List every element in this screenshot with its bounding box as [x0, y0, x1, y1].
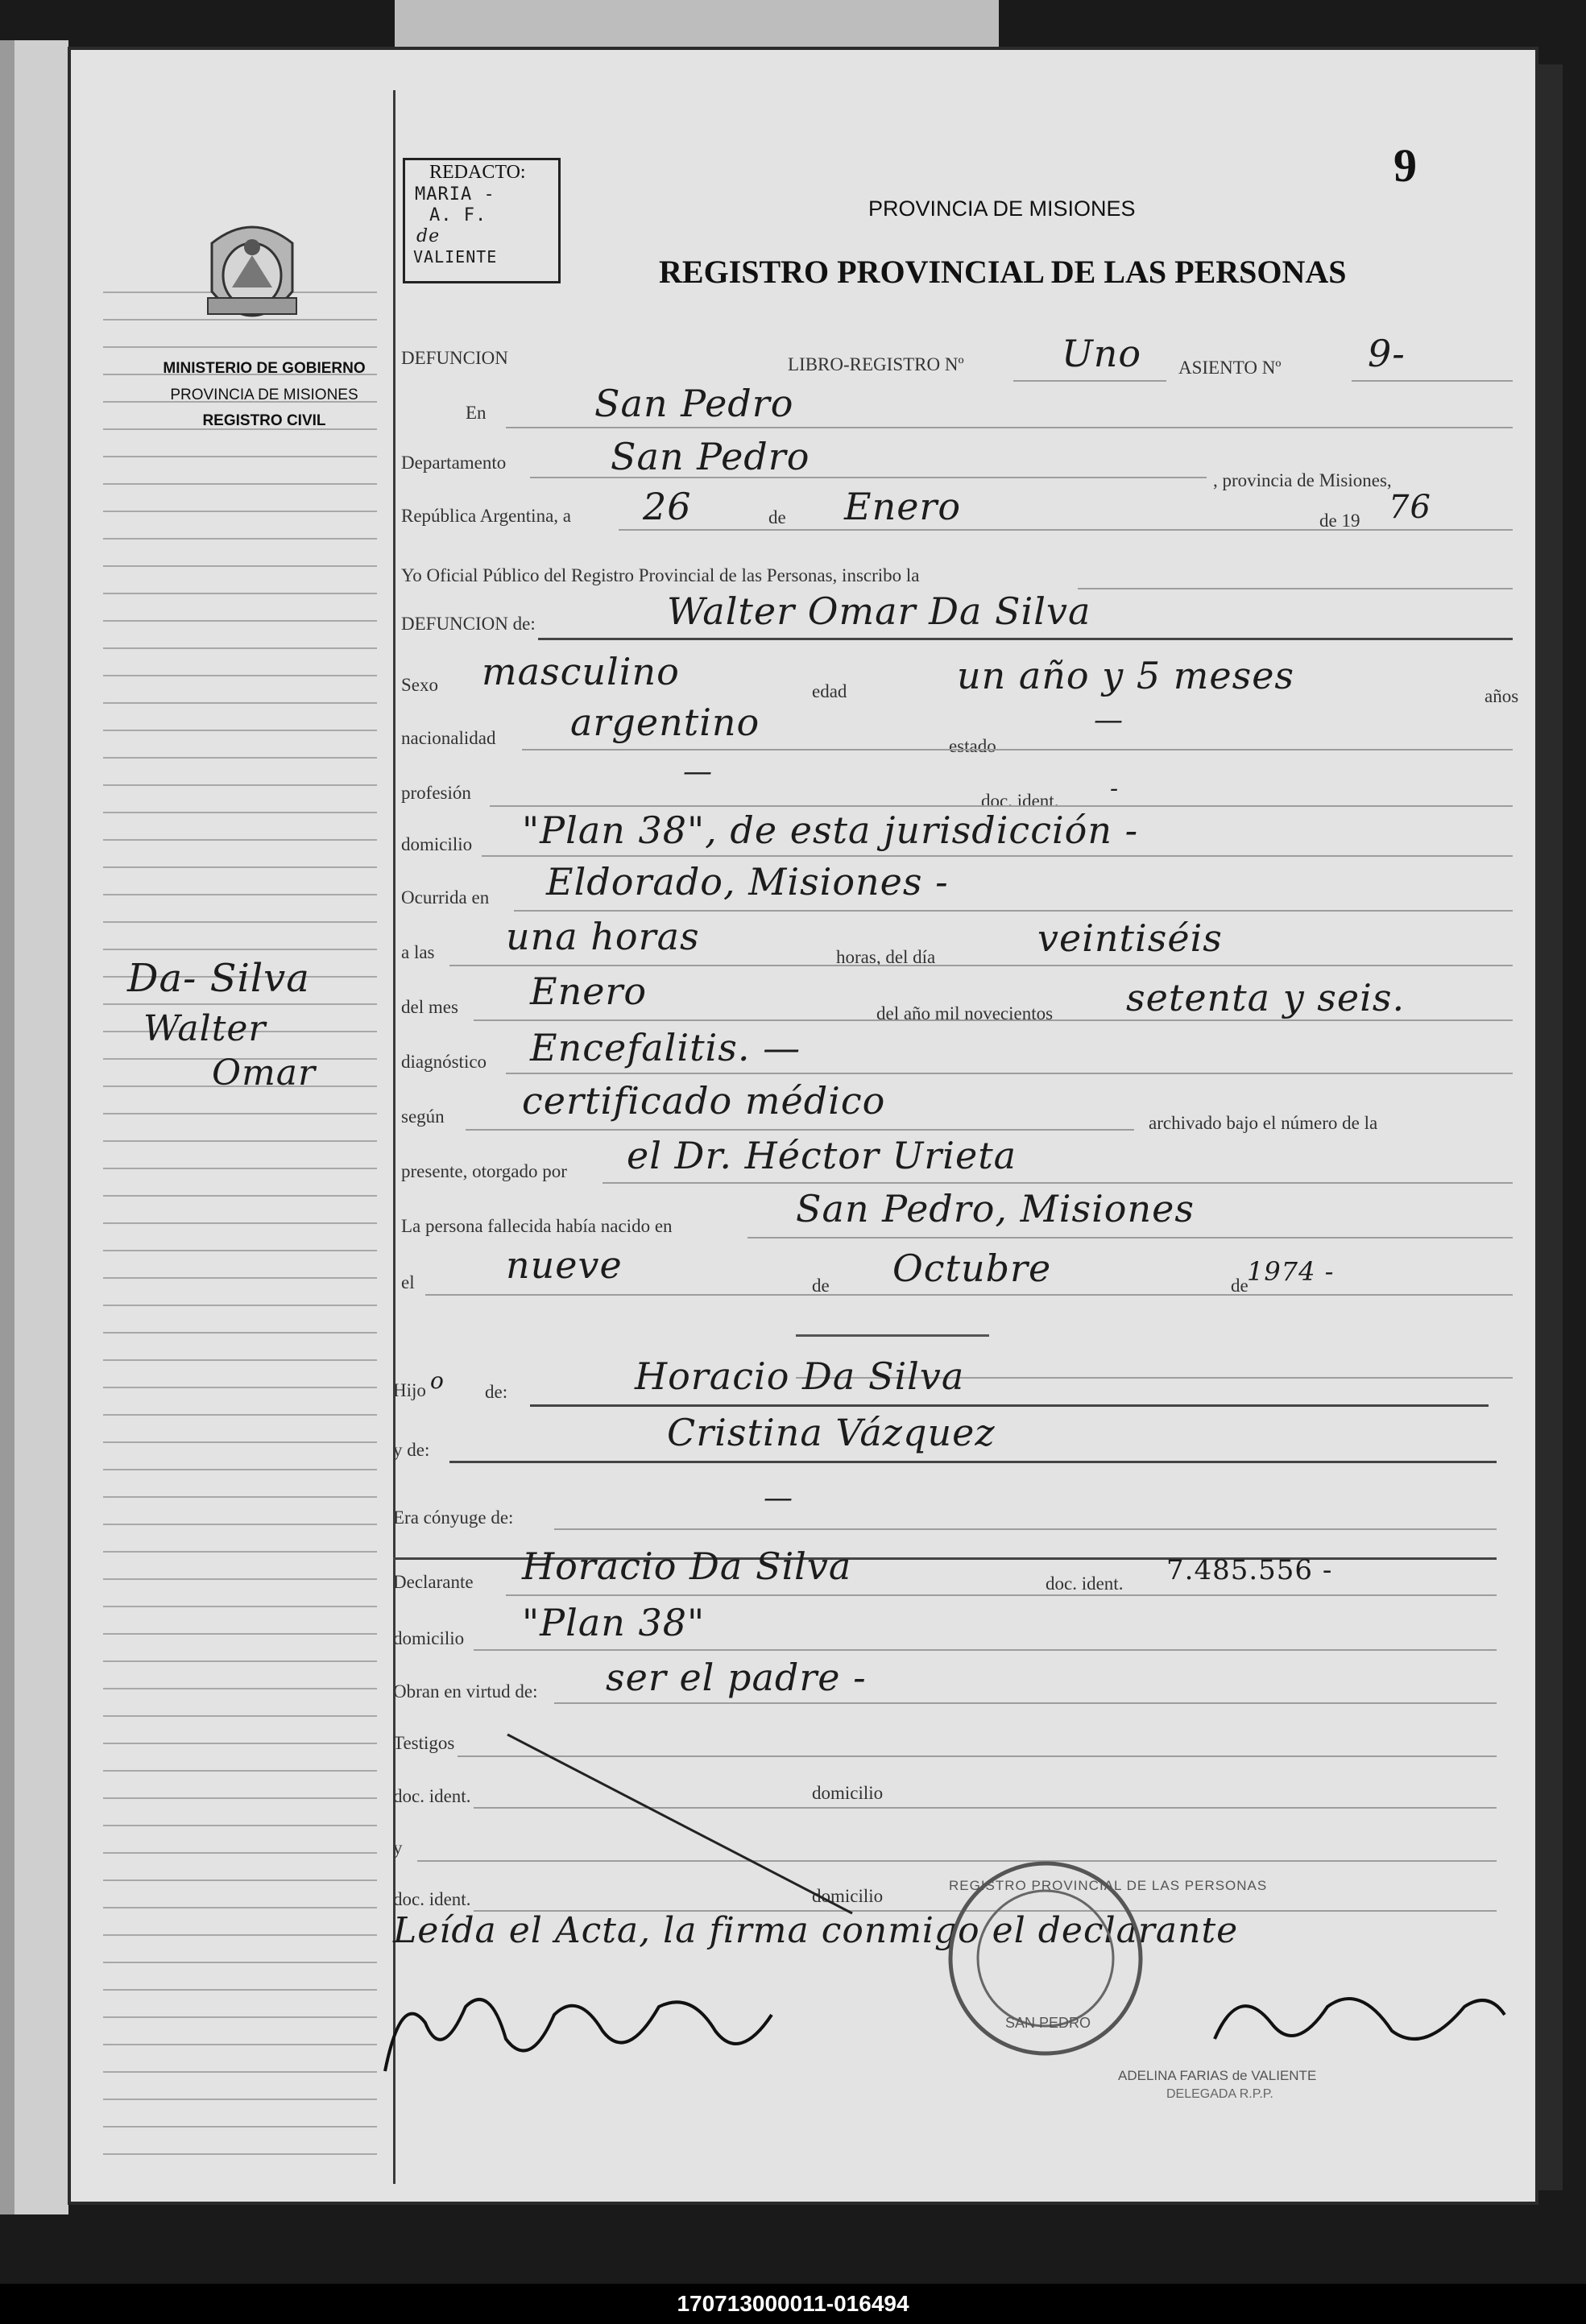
closing-text: Leída el Acta, la firma conmigo el declarante	[393, 1910, 1239, 1951]
ocurrida-value: Eldorado, Misiones -	[546, 860, 949, 904]
sexo-value: masculino	[482, 650, 680, 693]
nacido-value: San Pedro, Misiones	[796, 1187, 1195, 1230]
asiento-label: ASIENTO Nº	[1178, 358, 1282, 378]
anios-label: años	[1485, 686, 1519, 706]
declarante-label: Declarante	[393, 1572, 474, 1592]
defuncion-label: DEFUNCION	[401, 348, 508, 368]
ledger-line	[103, 1414, 377, 1416]
ledger-line	[103, 1003, 377, 1005]
redacto-label: REDACTO:	[429, 162, 526, 183]
dia-texto-value: veintiséis	[1037, 916, 1223, 960]
ledger-line	[103, 812, 377, 813]
del-mes-value: Enero	[530, 970, 648, 1013]
ledger-line	[103, 346, 377, 348]
margin-note-line-2: Walter	[143, 1008, 267, 1049]
ledger-line	[103, 1578, 377, 1580]
rule	[530, 477, 1207, 478]
stamp-bottom: SAN PEDRO	[1005, 2015, 1091, 2031]
edad-label: edad	[812, 681, 847, 701]
rule	[538, 638, 1513, 640]
document-id-footer: 170713000011-016494	[0, 2284, 1586, 2324]
ledger-line	[103, 1879, 377, 1881]
ledger-line	[103, 2153, 377, 2155]
rule	[474, 1649, 1497, 1651]
en-value: San Pedro	[594, 382, 794, 425]
de2-label: de	[812, 1276, 830, 1296]
background-surface	[395, 0, 999, 56]
mes-value: Enero	[844, 485, 962, 528]
nombre-value: Walter Omar Da Silva	[667, 589, 1091, 633]
domicilio-label: domicilio	[401, 834, 473, 854]
rule	[1352, 380, 1513, 382]
rule	[530, 1404, 1489, 1407]
anio-value: 76	[1389, 489, 1431, 526]
dia-value: 26	[643, 485, 692, 528]
ledger-line	[103, 1222, 377, 1224]
ledger-line	[103, 1989, 377, 1991]
ledger-line	[103, 839, 377, 841]
nacionalidad-value: argentino	[570, 701, 760, 744]
ledger-line	[103, 757, 377, 759]
de3-label: de	[1231, 1276, 1249, 1296]
rule	[466, 1129, 1134, 1131]
a-las-value: una horas	[506, 915, 700, 958]
estado-label: estado	[949, 736, 996, 756]
edad-value: un año y 5 meses	[957, 654, 1295, 697]
ledger-line	[103, 949, 377, 950]
departamento-value: San Pedro	[611, 435, 810, 478]
ledger-line	[103, 1825, 377, 1826]
segun-value: certificado médico	[522, 1079, 886, 1123]
ledger-line	[103, 702, 377, 704]
padre-value: Horacio Da Silva	[635, 1354, 965, 1398]
segun-label: según	[401, 1106, 445, 1127]
coat-of-arms-icon	[196, 211, 309, 340]
page-number: 9	[1393, 139, 1417, 192]
ledger-line	[103, 1168, 377, 1169]
archivado-label: archivado bajo el número de la	[1149, 1113, 1378, 1133]
ministry-line-2: PROVINCIA DE MISIONES	[170, 387, 358, 403]
ledger-line	[103, 1441, 377, 1443]
certificate-page	[71, 50, 1535, 2202]
testigo2-doc-label: doc. ident.	[393, 1889, 471, 1909]
redacto-line-4: VALIENTE	[413, 247, 498, 267]
declarante-doc-value: 7.485.556 -	[1166, 1554, 1333, 1586]
ledger-line	[103, 1660, 377, 1662]
ledger-line	[103, 1387, 377, 1388]
ledger-line	[103, 565, 377, 567]
declarant-signature	[369, 1975, 804, 2095]
del-anio-value: setenta y seis.	[1126, 976, 1406, 1019]
ledger-line	[103, 1688, 377, 1689]
testigo2-dom-label: domicilio	[812, 1886, 884, 1906]
ledger-line	[103, 511, 377, 512]
ledger-line	[103, 1305, 377, 1306]
ledger-line	[103, 730, 377, 731]
rule	[619, 529, 1513, 531]
ledger-line	[103, 1469, 377, 1470]
doc-ident-value: -	[1110, 775, 1120, 803]
hijo-de-label: de:	[485, 1382, 508, 1402]
rule	[506, 427, 1513, 428]
y-label: y	[393, 1838, 403, 1858]
ledger-line	[103, 483, 377, 485]
ministry-line-3: REGISTRO CIVIL	[202, 412, 326, 429]
presente-value: el Dr. Héctor Urieta	[627, 1134, 1017, 1177]
rule	[796, 1334, 989, 1337]
ledger-line	[103, 1633, 377, 1635]
ledger-line	[103, 1140, 377, 1142]
ledger-line	[103, 866, 377, 868]
madre-value: Cristina Vázquez	[667, 1411, 996, 1454]
ledger-line	[103, 1852, 377, 1854]
rule	[506, 1594, 1497, 1596]
ledger-line	[103, 456, 377, 457]
ledger-line	[103, 894, 377, 895]
margin-rule	[393, 90, 395, 2184]
ledger-line	[103, 1551, 377, 1553]
del-mes-label: del mes	[401, 997, 458, 1017]
stamp-text: REGISTRO PROVINCIAL DE LAS PERSONAS	[949, 1878, 1268, 1893]
ledger-line	[103, 2016, 377, 2018]
testigo-dom-label: domicilio	[812, 1783, 884, 1803]
testigo-doc-label: doc. ident.	[393, 1786, 471, 1806]
official-signature	[1207, 1975, 1513, 2063]
decl-domicilio-label: domicilio	[393, 1628, 465, 1648]
margin-note-line-3: Omar	[212, 1052, 317, 1094]
estado-value: —	[1094, 704, 1124, 737]
official-name: ADELINA FARIAS de VALIENTE	[1118, 2068, 1317, 2083]
profesion-label: profesión	[401, 783, 471, 803]
province-heading: PROVINCIA DE MISIONES	[868, 196, 1136, 221]
ledger-line	[103, 1113, 377, 1114]
ledger-line	[103, 1332, 377, 1334]
a-las-label: a las	[401, 942, 435, 962]
rule	[514, 910, 1513, 912]
ledger-line	[103, 2071, 377, 2073]
ledger-line	[103, 1250, 377, 1251]
defuncion-de-label: DEFUNCION de:	[401, 614, 536, 634]
asiento-value: 9-	[1368, 332, 1406, 375]
ocurrida-label: Ocurrida en	[401, 887, 490, 908]
en-label: En	[466, 403, 487, 423]
page-title: REGISTRO PROVINCIAL DE LAS PERSONAS	[659, 254, 1347, 290]
ledger-line	[103, 1195, 377, 1197]
republica-label: República Argentina, a	[401, 506, 571, 526]
ledger-line	[103, 1770, 377, 1772]
hijo-label: Hijo	[393, 1380, 426, 1400]
horas-label: horas, del día	[836, 947, 936, 967]
libro-value: Uno	[1062, 332, 1142, 375]
ledger-line	[103, 1606, 377, 1607]
rule	[506, 1073, 1513, 1074]
ledger-line	[103, 921, 377, 923]
rule	[1013, 380, 1166, 382]
official-title: DELEGADA R.P.P.	[1166, 2087, 1273, 2101]
rule	[490, 805, 1513, 807]
ledger-line	[103, 1743, 377, 1744]
profesion-value: —	[683, 755, 713, 788]
el-label: el	[401, 1272, 415, 1292]
de19-label: de 19	[1319, 511, 1360, 531]
rule	[1078, 588, 1513, 589]
rule	[449, 965, 1513, 966]
ledger-line	[103, 1797, 377, 1799]
ledger-line	[103, 647, 377, 649]
obran-value: ser el padre -	[606, 1656, 867, 1699]
sexo-label: Sexo	[401, 675, 438, 695]
provincia-suffix: , provincia de Misiones,	[1213, 470, 1392, 490]
rule	[603, 1182, 1513, 1184]
ledger-line	[103, 538, 377, 540]
doc-ident-label: doc. ident.	[981, 791, 1059, 811]
ledger-line	[103, 784, 377, 786]
book-spine-edge	[0, 40, 14, 2214]
ledger-line	[103, 2126, 377, 2128]
ledger-line	[103, 1934, 377, 1936]
conyuge-label: Era cónyuge de:	[393, 1507, 514, 1528]
de-label: de	[768, 507, 786, 527]
ledger-line	[103, 1359, 377, 1361]
book-right-edge	[1530, 64, 1563, 2190]
decl-domicilio-value: "Plan 38"	[522, 1601, 706, 1644]
hijo-o: o	[430, 1367, 445, 1394]
anio-nac-value: 1974 -	[1247, 1256, 1335, 1287]
ledger-line	[103, 1524, 377, 1525]
margin-note-line-1: Da- Silva	[127, 956, 310, 1001]
conyuge-value: —	[764, 1482, 793, 1515]
diagnostico-value: Encefalitis. —	[530, 1026, 801, 1069]
rule	[554, 1528, 1497, 1530]
rule	[449, 1461, 1497, 1463]
rule	[554, 1702, 1497, 1704]
ledger-line	[103, 1496, 377, 1498]
departamento-label: Departamento	[401, 453, 507, 473]
ledger-line	[103, 620, 377, 622]
ledger-line	[103, 593, 377, 594]
nacionalidad-label: nacionalidad	[401, 728, 496, 748]
declarante-doc-label: doc. ident.	[1046, 1573, 1124, 1594]
libro-label: LIBRO-REGISTRO Nº	[788, 354, 964, 374]
obran-label: Obran en virtud de:	[393, 1681, 538, 1702]
rule	[474, 1019, 1513, 1021]
redacto-line-2: A. F.	[429, 205, 487, 225]
rule	[482, 855, 1513, 857]
de2-value: Octubre	[892, 1247, 1052, 1290]
ledger-line	[103, 2099, 377, 2100]
nacido-label: La persona fallecida había nacido en	[401, 1216, 673, 1236]
ledger-line	[103, 1277, 377, 1279]
ledger-line	[103, 1715, 377, 1717]
declarante-value: Horacio Da Silva	[522, 1545, 852, 1588]
cancel-line	[506, 1733, 860, 1918]
presente-label: presente, otorgado por	[401, 1161, 567, 1181]
ledger-line	[103, 1907, 377, 1908]
redacto-line-1: MARIA -	[415, 184, 495, 205]
del-anio-label: del año mil novecientos	[876, 1003, 1054, 1023]
oficial-text: Yo Oficial Público del Registro Provincial de las Personas, inscribo la	[401, 565, 920, 585]
rule	[425, 1294, 1513, 1296]
ledger-line	[103, 2044, 377, 2045]
domicilio-value: "Plan 38", de esta jurisdicción -	[522, 808, 1139, 852]
ministry-line-1: MINISTERIO DE GOBIERNO	[163, 360, 366, 377]
diagnostico-label: diagnóstico	[401, 1052, 487, 1072]
ledger-line	[103, 675, 377, 676]
rule	[522, 749, 1513, 751]
rule	[747, 1237, 1513, 1239]
ledger-line	[103, 1962, 377, 1963]
el-value: nueve	[506, 1243, 623, 1287]
redacto-box	[403, 158, 561, 283]
y-de-label: y de:	[393, 1440, 430, 1460]
testigos-label: Testigos	[393, 1733, 455, 1753]
redacto-line-3: de	[416, 226, 441, 246]
